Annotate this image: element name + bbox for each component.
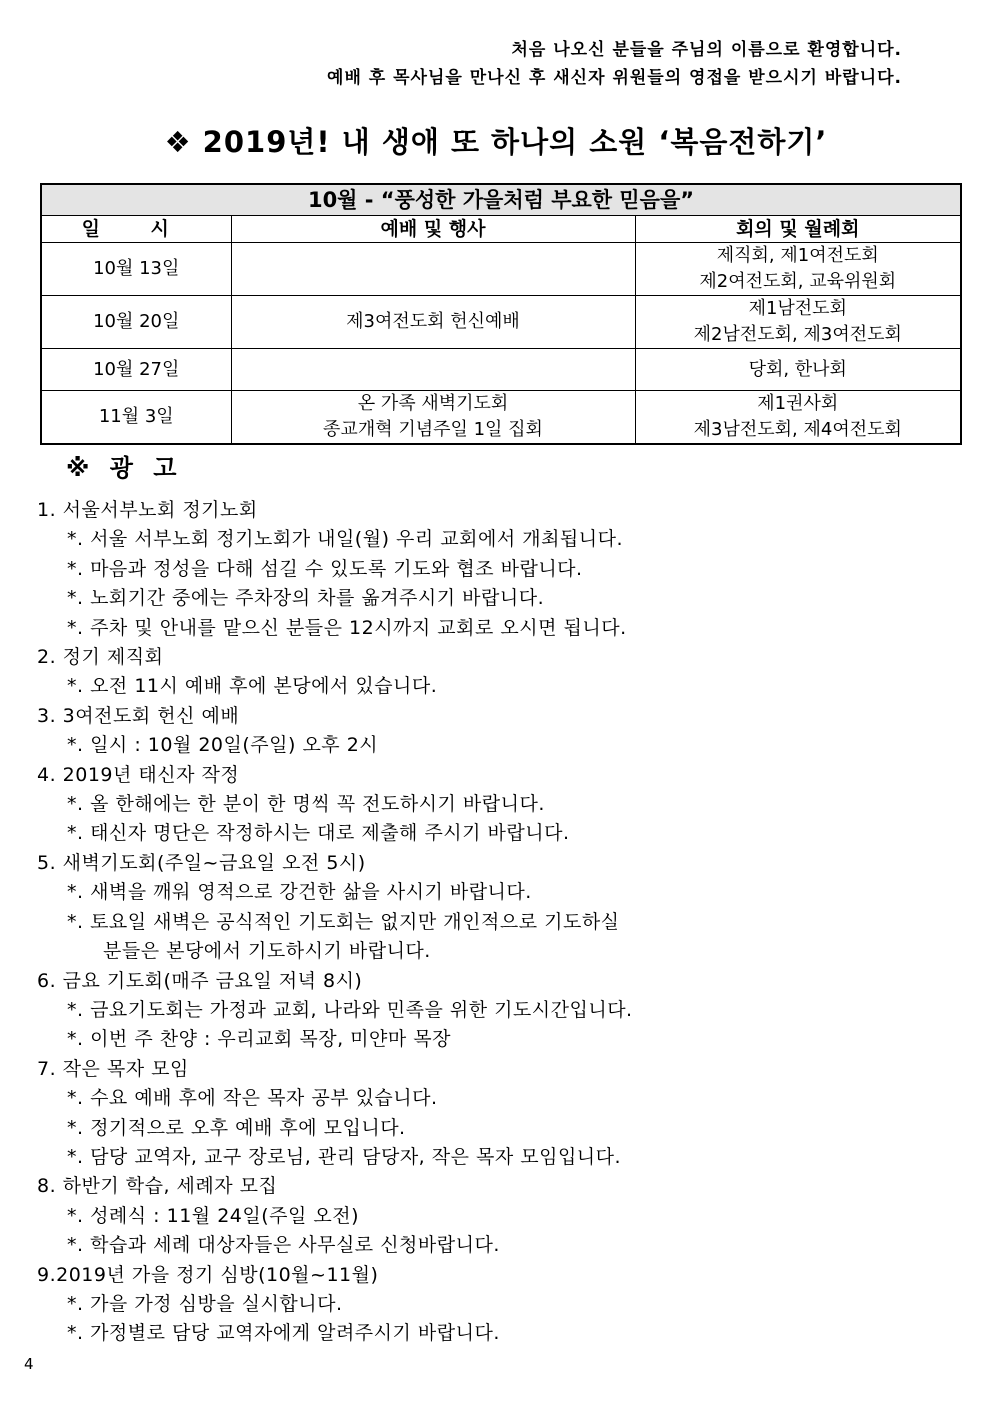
meeting-cell — [635, 296, 961, 349]
welcome-message — [327, 36, 902, 92]
schedule-table — [40, 183, 962, 445]
notice-heading: 2. 정기 제직회 — [37, 646, 164, 669]
notice-line: *. 주차 및 안내를 맡으신 분들은 12시까지 교회로 오시면 됩니다. — [67, 616, 627, 639]
notice-line: *. 올 한해에는 한 분이 한 명씩 꼭 전도하시기 바랍니다. — [67, 793, 545, 816]
month-header: 10월 - “풍성한 가을처럼 부요한 믿음을” — [41, 184, 961, 216]
meeting-line: 당회, 한나회 — [748, 358, 847, 380]
notice-heading: 3. 3여전도회 헌신 예배 — [37, 704, 240, 727]
notice-heading: 4. 2019년 태신자 작정 — [37, 763, 240, 786]
worship-cell — [231, 296, 635, 349]
notice-heading: 9.2019년 가을 정기 심방(10월~11월) — [37, 1263, 379, 1286]
notice-line: *. 가을 가정 심방을 실시합니다. — [67, 1292, 343, 1315]
header-date: 일 시 — [41, 216, 231, 243]
notice-line: *. 노회기간 중에는 주차장의 차를 옮겨주시기 바랍니다. — [67, 587, 545, 610]
notice-line: *. 수요 예배 후에 작은 목자 공부 있습니다. — [67, 1087, 438, 1110]
worship-cell — [231, 349, 635, 391]
header-meeting: 회의 및 월례회 — [635, 216, 961, 243]
worship-line: 종교개혁 기념주일 1일 집회 — [323, 419, 543, 440]
date-cell: 10월 13일 — [41, 243, 231, 296]
notice-heading: 8. 하반기 학습, 세례자 모집 — [37, 1175, 278, 1198]
notice-heading: 1. 서울서부노회 정기노회 — [37, 499, 258, 521]
meeting-line: 제2여전도회, 교육위원회 — [699, 271, 897, 292]
date-cell: 10월 20일 — [41, 296, 231, 349]
notice-line: *. 금요기도회는 가정과 교회, 나라와 민족을 위한 기도시간입니다. — [67, 998, 633, 1021]
date-cell: 10월 27일 — [41, 349, 231, 391]
meeting-cell — [635, 243, 961, 296]
page-number: 4 — [24, 1355, 34, 1373]
worship-line: 제3여전도회 헌신예배 — [346, 311, 520, 332]
worship-line: 온 가족 새벽기도회 — [357, 393, 509, 414]
welcome-line-2: 예배 후 목사님을 만나신 후 새신자 위원들의 영접을 받으시기 바랍니다. — [327, 68, 902, 88]
notice-heading: 5. 새벽기도회(주일~금요일 오전 5시) — [37, 851, 366, 874]
notice-line: *. 담당 교역자, 교구 장로님, 관리 담당자, 작은 목자 모임입니다. — [67, 1145, 622, 1168]
notice-line: *. 성례식 : 11월 24일(주일 오전) — [67, 1204, 360, 1227]
notice-line: *. 새벽을 깨워 영적으로 강건한 삶을 사시기 바랍니다. — [67, 881, 532, 904]
notices-title: ※ 광 고 — [66, 454, 183, 482]
table-row — [41, 296, 961, 349]
notice-line-continuation: 분들은 본당에서 기도하시기 바랍니다. — [103, 940, 431, 963]
meeting-cell — [635, 349, 961, 391]
table-row — [41, 391, 961, 445]
notice-line: *. 마음과 정성을 다해 섬길 수 있도록 기도와 협조 바랍니다. — [67, 557, 583, 580]
notice-line: *. 태신자 명단은 작정하시는 대로 제출해 주시기 바랍니다. — [67, 822, 570, 845]
notice-line: *. 토요일 새벽은 공식적인 기도회는 없지만 개인적으로 기도하실 — [67, 910, 620, 933]
notice-heading: 6. 금요 기도회(매주 금요일 저녁 8시) — [37, 969, 363, 992]
column-header-row — [41, 216, 961, 243]
notice-line: *. 이번 주 찬양 : 우리교회 목장, 미얀마 목장 — [67, 1028, 451, 1051]
meeting-line: 제직회, 제1여전도회 — [716, 245, 879, 266]
notice-line: *. 학습과 세례 대상자들은 사무실로 신청바랍니다. — [67, 1234, 500, 1257]
notice-line: *. 서울 서부노회 정기노회가 내일(월) 우리 교회에서 개최됩니다. — [67, 528, 624, 551]
meeting-line: 제2남전도회, 제3여전도회 — [693, 324, 902, 345]
notices-list — [37, 496, 937, 1349]
worship-cell — [231, 243, 635, 296]
table-row — [41, 349, 961, 391]
page-title: ❖ 2019년! 내 생애 또 하나의 소원 ‘복음전하기’ — [164, 125, 828, 159]
month-header-row — [41, 184, 961, 216]
date-cell: 11월 3일 — [41, 391, 231, 445]
notice-line: *. 가정별로 담당 교역자에게 알려주시기 바랍니다. — [67, 1322, 500, 1345]
table-row — [41, 243, 961, 296]
notice-heading: 7. 작은 목자 모임 — [37, 1057, 189, 1080]
meeting-cell — [635, 391, 961, 445]
meeting-line: 제3남전도회, 제4여전도회 — [693, 419, 902, 440]
worship-cell — [231, 391, 635, 445]
meeting-line: 제1남전도회 — [748, 298, 847, 319]
welcome-line-1: 처음 나오신 분들을 주님의 이름으로 환영합니다. — [511, 40, 902, 60]
notice-line: *. 오전 11시 예배 후에 본당에서 있습니다. — [67, 675, 438, 698]
meeting-line: 제1권사회 — [757, 393, 839, 414]
header-worship: 예배 및 행사 — [231, 216, 635, 243]
notice-line: *. 정기적으로 오후 예배 후에 모입니다. — [67, 1116, 406, 1139]
notice-line: *. 일시 : 10월 20일(주일) 오후 2시 — [67, 734, 379, 757]
